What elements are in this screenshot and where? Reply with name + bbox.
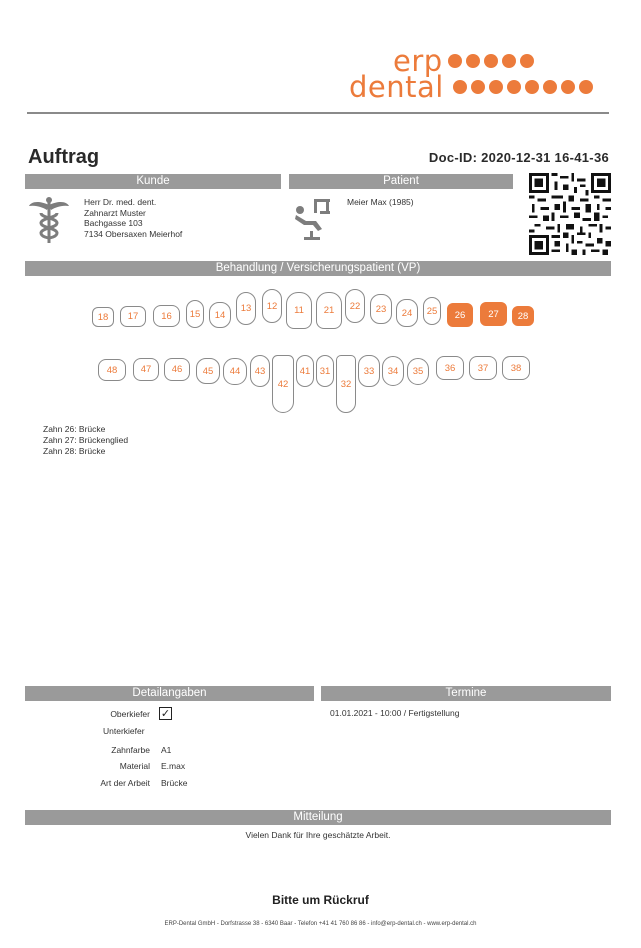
tooth-24[interactable]: 24	[396, 299, 418, 327]
tooth-47[interactable]: 47	[133, 358, 159, 381]
customer-line-3: Bachgasse 103	[84, 218, 143, 228]
art-label: Art der Arbeit	[100, 778, 150, 788]
logo-text-erp: erp	[393, 44, 443, 78]
page-title: Auftrag	[28, 146, 100, 168]
tooth-48[interactable]: 48	[98, 359, 126, 381]
zahnfarbe-value: A1	[161, 745, 172, 755]
customer-line-4: 7134 Obersaxen Meierhof	[84, 228, 183, 239]
section-bar-treatment: Behandlung / Versicherungspatient (VP)	[25, 261, 611, 276]
unterkiefer-label: Unterkiefer	[103, 726, 145, 736]
tooth-41[interactable]: 41	[296, 355, 314, 387]
logo-dots-row2	[453, 80, 593, 94]
oberkiefer-label: Oberkiefer	[110, 709, 150, 719]
termin-entry: 01.01.2021 - 10:00 / Fertigstellung	[330, 708, 460, 718]
tooth-18[interactable]: 18	[92, 307, 114, 327]
patient-name: Meier Max (1985)	[347, 197, 414, 207]
tooth-23[interactable]: 23	[370, 294, 392, 324]
tooth-36[interactable]: 36	[436, 356, 464, 380]
material-value: E.max	[161, 761, 186, 771]
customer-line-1: Herr Dr. med. dent.	[84, 197, 157, 207]
tooth-13[interactable]: 13	[236, 292, 256, 325]
art-value: Brücke	[161, 778, 188, 788]
tooth-26[interactable]: 26	[447, 303, 473, 327]
customer-address	[84, 197, 182, 239]
message-text: Vielen Dank für Ihre geschätzte Arbeit.	[245, 830, 391, 840]
section-bar-kunde: Kunde	[25, 174, 281, 189]
section-bar-mitteilung: Mitteilung	[25, 810, 611, 825]
treatment-note-1: Zahn 26: Brücke	[43, 424, 106, 434]
tooth-12[interactable]: 12	[262, 289, 282, 323]
section-bar-details: Detailangaben	[25, 686, 314, 701]
tooth-31[interactable]: 31	[316, 355, 334, 387]
tooth-45[interactable]: 45	[196, 358, 220, 384]
callback-request: Bitte um Rückruf	[272, 893, 369, 907]
tooth-44[interactable]: 44	[223, 358, 247, 385]
tooth-15[interactable]: 15	[186, 300, 204, 328]
tooth-43[interactable]: 43	[250, 355, 270, 387]
tooth-34[interactable]: 34	[382, 356, 404, 386]
zahnfarbe-label: Zahnfarbe	[111, 745, 150, 755]
treatment-note-2: Zahn 27: Brückenglied	[43, 435, 129, 445]
oberkiefer-checkbox[interactable]: ✓	[160, 708, 171, 720]
section-bar-termine: Termine	[321, 686, 611, 701]
logo-text-dental: dental	[349, 70, 444, 104]
tooth-17[interactable]: 17	[120, 306, 146, 327]
caduceus-icon	[28, 196, 70, 244]
footer-company-info: ERP-Dental GmbH - Dorfstrasse 38 - 6340 Baar - Telefon +41 41 760 86 86 - info@erp-dental.ch - www.erp-dental.ch	[164, 921, 477, 927]
tooth-16[interactable]: 16	[153, 305, 180, 327]
tooth-14[interactable]: 14	[209, 302, 231, 328]
tooth-42[interactable]: 42	[272, 355, 294, 413]
dental-chair-icon	[292, 197, 334, 241]
logo-dots-row1	[448, 54, 534, 68]
tooth-46[interactable]: 46	[164, 358, 190, 381]
tooth-11[interactable]: 11	[286, 292, 312, 329]
tooth-28[interactable]: 28	[512, 306, 534, 326]
tooth-35[interactable]: 35	[407, 358, 429, 385]
tooth-22[interactable]: 22	[345, 289, 365, 323]
material-label: Material	[119, 761, 150, 771]
treatment-notes	[43, 424, 128, 457]
tooth-38[interactable]: 38	[502, 356, 530, 380]
tooth-25[interactable]: 25	[423, 297, 441, 325]
tooth-32[interactable]: 32	[336, 355, 356, 413]
doc-id: Doc-ID: 2020-12-31 16-41-36	[428, 150, 609, 165]
customer-line-2: Zahnarzt Muster	[84, 207, 146, 218]
tooth-21[interactable]: 21	[316, 292, 342, 329]
tooth-33[interactable]: 33	[358, 355, 380, 387]
header-divider	[27, 112, 609, 114]
qr-code-icon	[529, 173, 611, 255]
treatment-note-3: Zahn 28: Brücke	[43, 446, 106, 456]
tooth-27[interactable]: 27	[480, 302, 507, 326]
tooth-37[interactable]: 37	[469, 356, 497, 380]
section-bar-patient: Patient	[289, 174, 513, 189]
